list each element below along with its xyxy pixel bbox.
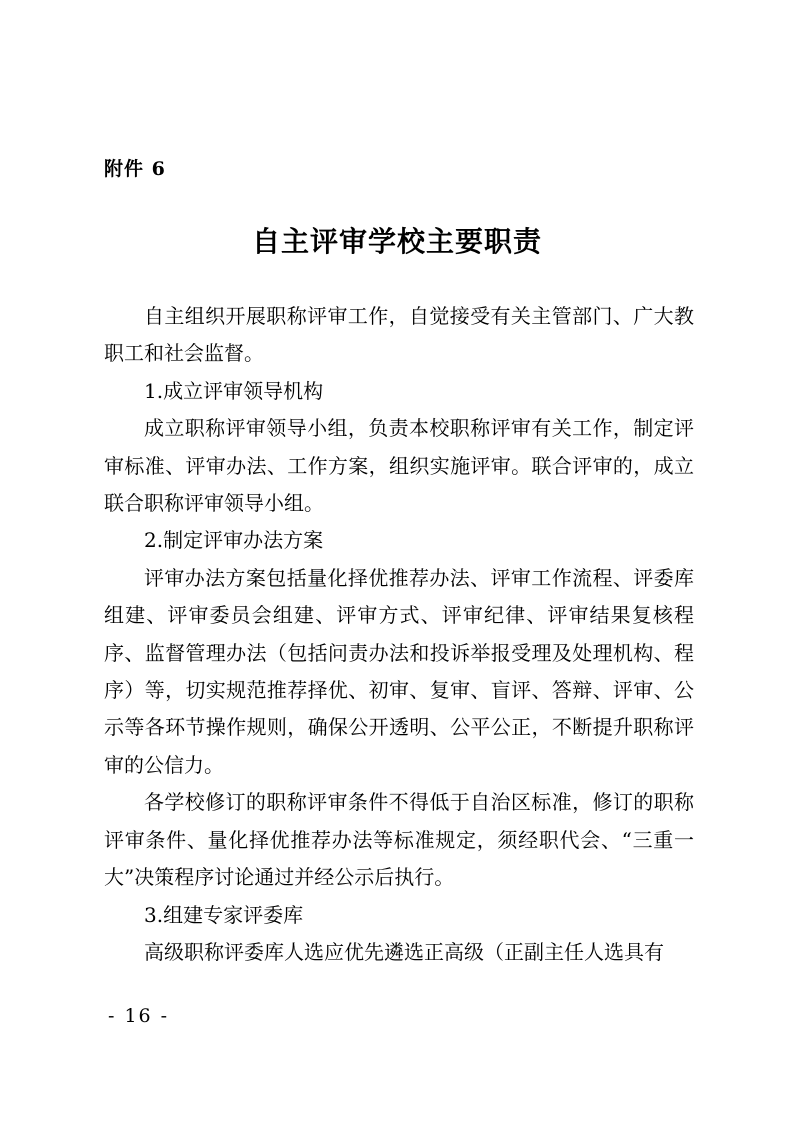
attachment-label: 附件 6 — [104, 158, 166, 180]
section-heading-3: 3.组建专家评委库 — [144, 902, 304, 927]
document-body — [104, 298, 694, 971]
paragraph-section-1: 成立职称评审领导小组，负责本校职称评审有关工作，制定评审标准、评审办法、工作方案，组织实施评审。联合评审的，成立联合职称评审领导小组。 — [104, 416, 694, 516]
section-heading-1: 1.成立评审领导机构 — [144, 378, 324, 403]
section-heading-2: 2.制定评审办法方案 — [144, 528, 324, 553]
paragraph-section-2b: 各学校修订的职称评审条件不得低于自治区标准，修订的职称评审条件、量化择优推荐办法等标准规定，须经职代会、“三重一大”决策程序讨论通过并经公示后执行。 — [104, 790, 694, 890]
page-number: - 16 - — [108, 1005, 170, 1027]
paragraph-section-2a: 评审办法方案包括量化择优推荐办法、评审工作流程、评委库组建、评审委员会组建、评审方式、评审纪律、评审结果复核程序、监督管理办法（包括问责办法和投诉举报受理及处理机构、程序）等，切实规范推荐择优、初审、复审、盲评、答辩、评审、公示等各环节操作规则，确保公开透明、公平公正，不断提升职称评审的公信力。 — [104, 565, 694, 777]
page-title: 自主评审学校主要职责 — [251, 225, 542, 258]
paragraph-section-3: 高级职称评委库人选应优先遴选正高级（正副主任人选具有 — [144, 939, 664, 964]
paragraph-intro: 自主组织开展职称评审工作，自觉接受有关主管部门、广大教职工和社会监督。 — [104, 304, 694, 366]
